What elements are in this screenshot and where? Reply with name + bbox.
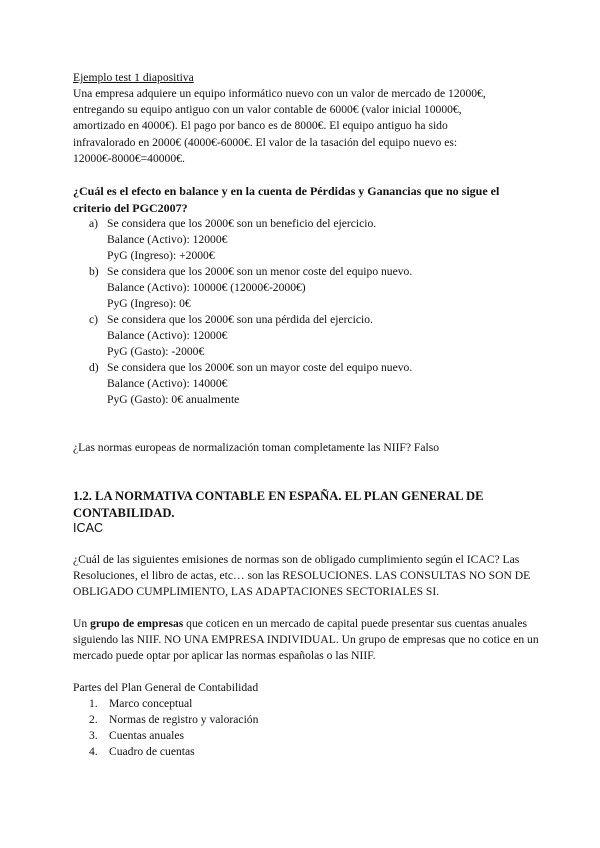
section-subheading: ICAC: [73, 521, 104, 535]
list-text: Cuadro de cuentas: [109, 745, 195, 758]
group-paragraph-bold: grupo de empresas: [90, 617, 184, 630]
group-paragraph-start: Un: [73, 617, 91, 630]
option-marker: a): [89, 217, 99, 230]
list-marker: 2.: [89, 713, 98, 726]
test-question: ¿Cuál es el efecto en balance y en la cuenta de Pérdidas y Ganancias que no sigue el criterio del PGC2007?: [73, 184, 500, 215]
option-a: [89, 216, 529, 265]
list-text: Cuentas anuales: [109, 729, 185, 742]
list-item: [89, 696, 389, 712]
option-pyg: PyG (Ingreso): +2000€: [107, 249, 215, 263]
icac-paragraph: ¿Cuál de las siguientes emisiones de normas son de obligado cumplimiento según el ICAC? Las Resoluciones, el libro de actas, etc… son las RESOLUCIONES. LAS CONSULTAS NO SON DE OBLIGADO CUMPLIMIENTO, LAS ADAPTACIONES SECTORIALES SI.: [73, 553, 531, 599]
list-title: Partes del Plan General de Contabilidad: [73, 681, 259, 694]
true-false-question: ¿Las normas europeas de normalización toman completamente las NIIF? Falso: [73, 441, 440, 454]
list-item: [89, 744, 389, 760]
example-title: Ejemplo test 1 diapositiva: [73, 71, 194, 84]
option-text: Se considera que los 2000€ son un mayor coste del equipo nuevo.: [107, 361, 413, 374]
option-d: [89, 360, 529, 409]
list-marker: 4.: [89, 745, 98, 758]
list-item: [89, 728, 389, 744]
list-text: Normas de registro y valoración: [109, 713, 259, 726]
option-balance: Balance (Activo): 14000€: [107, 377, 228, 391]
option-balance: Balance (Activo): 10000€ (12000€-2000€): [107, 281, 306, 295]
option-text: Se considera que los 2000€ son una pérdida del ejercicio.: [107, 313, 373, 326]
option-marker: c): [89, 313, 99, 326]
option-marker: b): [89, 265, 99, 278]
option-text: Se considera que los 2000€ son un menor coste del equipo nuevo.: [107, 265, 413, 278]
option-pyg: PyG (Gasto): -2000€: [107, 345, 205, 359]
list-marker: 3.: [89, 729, 98, 742]
option-text: Se considera que los 2000€ son un beneficio del ejercicio.: [107, 217, 377, 230]
section-heading: 1.2. LA NORMATIVA CONTABLE EN ESPAÑA. EL PLAN GENERAL DE CONTABILIDAD.: [73, 489, 484, 520]
option-marker: d): [89, 361, 99, 374]
list-marker: 1.: [89, 697, 98, 710]
list-text: Marco conceptual: [109, 697, 193, 710]
option-pyg: PyG (Gasto): 0€ anualmente: [107, 393, 240, 407]
group-paragraph-rest: que coticen en un mercado de capital puede presentar sus cuentas anuales siguiendo las NIIF. NO UNA EMPRESA INDIVIDUAL. Un grupo de empresas que no cotice en un mercado puede optar por aplicar las normas españolas o las NIIF.: [73, 617, 539, 663]
option-balance: Balance (Activo): 12000€: [107, 233, 228, 247]
group-paragraph: [73, 616, 551, 665]
option-balance: Balance (Activo): 12000€: [107, 329, 228, 343]
option-b: [89, 264, 529, 313]
example-paragraph: Una empresa adquiere un equipo informático nuevo con un valor de mercado de 12000€, entregando su equipo antiguo con un valor contable de 6000€ (valor inicial 10000€, amortizado en 4000€). El pago por banco es de 8000€. El equipo antiguo ha sido infravalorado en 2000€ (4000€-6000€. El valor de la tasación del equipo nuevo es: 12000€-8000€=40000€.: [73, 87, 486, 165]
option-pyg: PyG (Ingreso): 0€: [107, 297, 191, 311]
option-c: [89, 312, 529, 361]
list-item: [89, 712, 389, 728]
